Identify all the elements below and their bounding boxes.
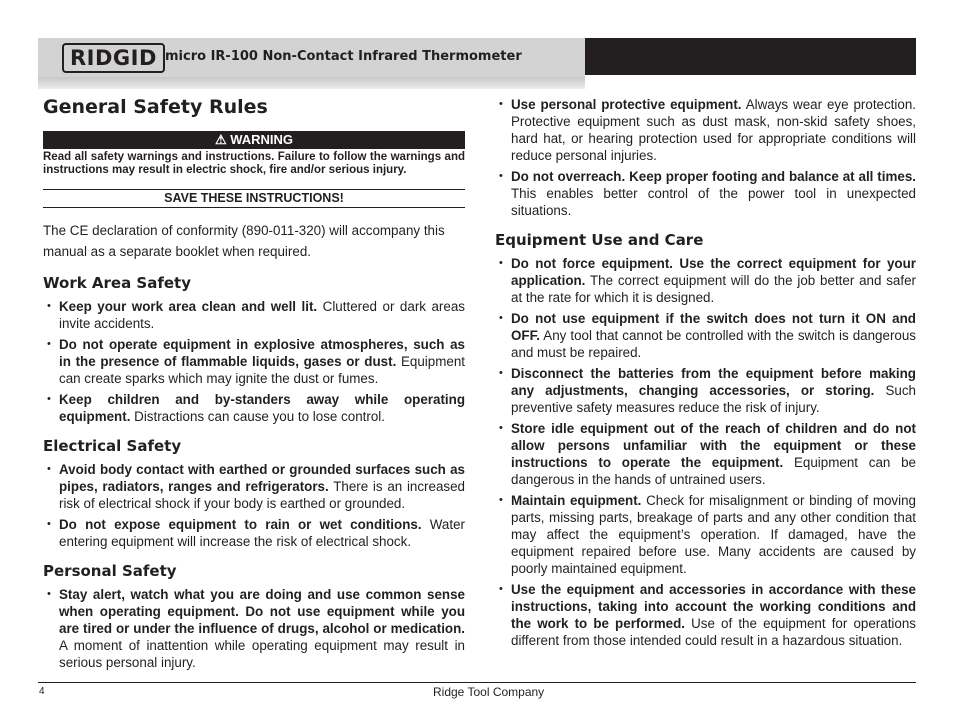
header-black-block: [585, 38, 916, 75]
list-item: • Store idle equipment out of the reach of children and do not allow persons unfamiliar with the equipment or these instructions to operate the equipment. Equipment can be dangerous in the hands of untrained users.: [495, 420, 916, 488]
company-name: Ridge Tool Company: [433, 685, 545, 699]
page-title: General Safety Rules: [43, 96, 268, 118]
electrical-list: [43, 461, 465, 550]
right-column: [495, 96, 916, 653]
personal-list-continued: [495, 96, 916, 219]
brand-logo: RIDGID: [62, 43, 165, 73]
footer-divider: [38, 682, 916, 683]
warning-text: Read all safety warnings and instructions. Failure to follow the warnings and instructions may result in electric shock, fire and/or serious injury.: [43, 151, 465, 176]
list-item: • Avoid body contact with earthed or grounded surfaces such as pipes, radiators, ranges and refrigerators. There is an increased risk of electrical shock if your body is earthed or grounded.: [43, 461, 465, 512]
list-item: • Do not overreach. Keep proper footing and balance at all times. This enables better control of the power tool in unexpected situations.: [495, 168, 916, 219]
save-instructions: SAVE THESE INSTRUCTIONS!: [43, 189, 465, 208]
equipment-list: [495, 255, 916, 649]
list-item: • Do not use equipment if the switch does not turn it ON and OFF. Any tool that cannot be controlled with the switch is dangerous and must be repaired.: [495, 310, 916, 361]
list-item: • Keep children and by-standers away while operating equipment. Distractions can cause you to lose control.: [43, 391, 465, 425]
header-strip: [38, 77, 585, 89]
list-item: • Use the equipment and accessories in accordance with these instructions, taking into account the working conditions and the work to be performed. Use of the equipment for operations different from those intended could result in a hazardous situation.: [495, 581, 916, 649]
list-item: • Keep your work area clean and well lit. Cluttered or dark areas invite accidents.: [43, 298, 465, 332]
personal-list: [43, 586, 465, 671]
left-column: [43, 95, 465, 675]
list-item: • Disconnect the batteries from the equipment before making any adjustments, changing accessories, or storing. Such preventive safety measures reduce the risk of injury.: [495, 365, 916, 416]
list-item: • Maintain equipment. Check for misalignment or binding of moving parts, missing parts, breakage of parts and any other condition that may affect the equipment’s operation. If damaged, have the equipment repaired before use. Many accidents are caused by poorly maintained equipment.: [495, 492, 916, 577]
document-title: micro IR-100 Non-Contact Infrared Thermometer: [165, 49, 522, 64]
warning-triangle-icon: ⚠: [214, 132, 227, 147]
list-item: • Do not expose equipment to rain or wet conditions. Water entering equipment will increase the risk of electrical shock.: [43, 516, 465, 550]
list-item: • Do not operate equipment in explosive atmospheres, such as in the presence of flammable liquids, gases or dust. Equipment can create sparks which may ignite the dust or fumes.: [43, 336, 465, 387]
warning-banner: [43, 131, 465, 149]
page-number: 4: [39, 686, 45, 697]
section-heading-electrical: Electrical Safety: [43, 437, 182, 455]
list-item: • Use personal protective equipment. Always wear eye protection. Protective equipment such as dust mask, non-skid safety shoes, hard hat, or hearing protection used for appropriate conditions will reduce personal injuries.: [495, 96, 916, 164]
section-heading-equipment: Equipment Use and Care: [495, 231, 704, 249]
list-item: • Stay alert, watch what you are doing and use common sense when operating equipment. Do not use equipment while you are tired or under the influence of drugs, alcohol or medication. A moment of inattention while operating equipment may result in serious personal injury.: [43, 586, 465, 671]
section-heading-personal: Personal Safety: [43, 562, 177, 580]
warning-label: WARNING: [230, 132, 294, 147]
section-heading-work-area: Work Area Safety: [43, 274, 192, 292]
ce-note: The CE declaration of conformity (890-011-320) will accompany this manual as a separate booklet when required.: [43, 223, 445, 259]
list-item: • Do not force equipment. Use the correct equipment for your application. The correct equipment will do the job better and safer at the rate for which it is designed.: [495, 255, 916, 306]
work-area-list: [43, 298, 465, 425]
